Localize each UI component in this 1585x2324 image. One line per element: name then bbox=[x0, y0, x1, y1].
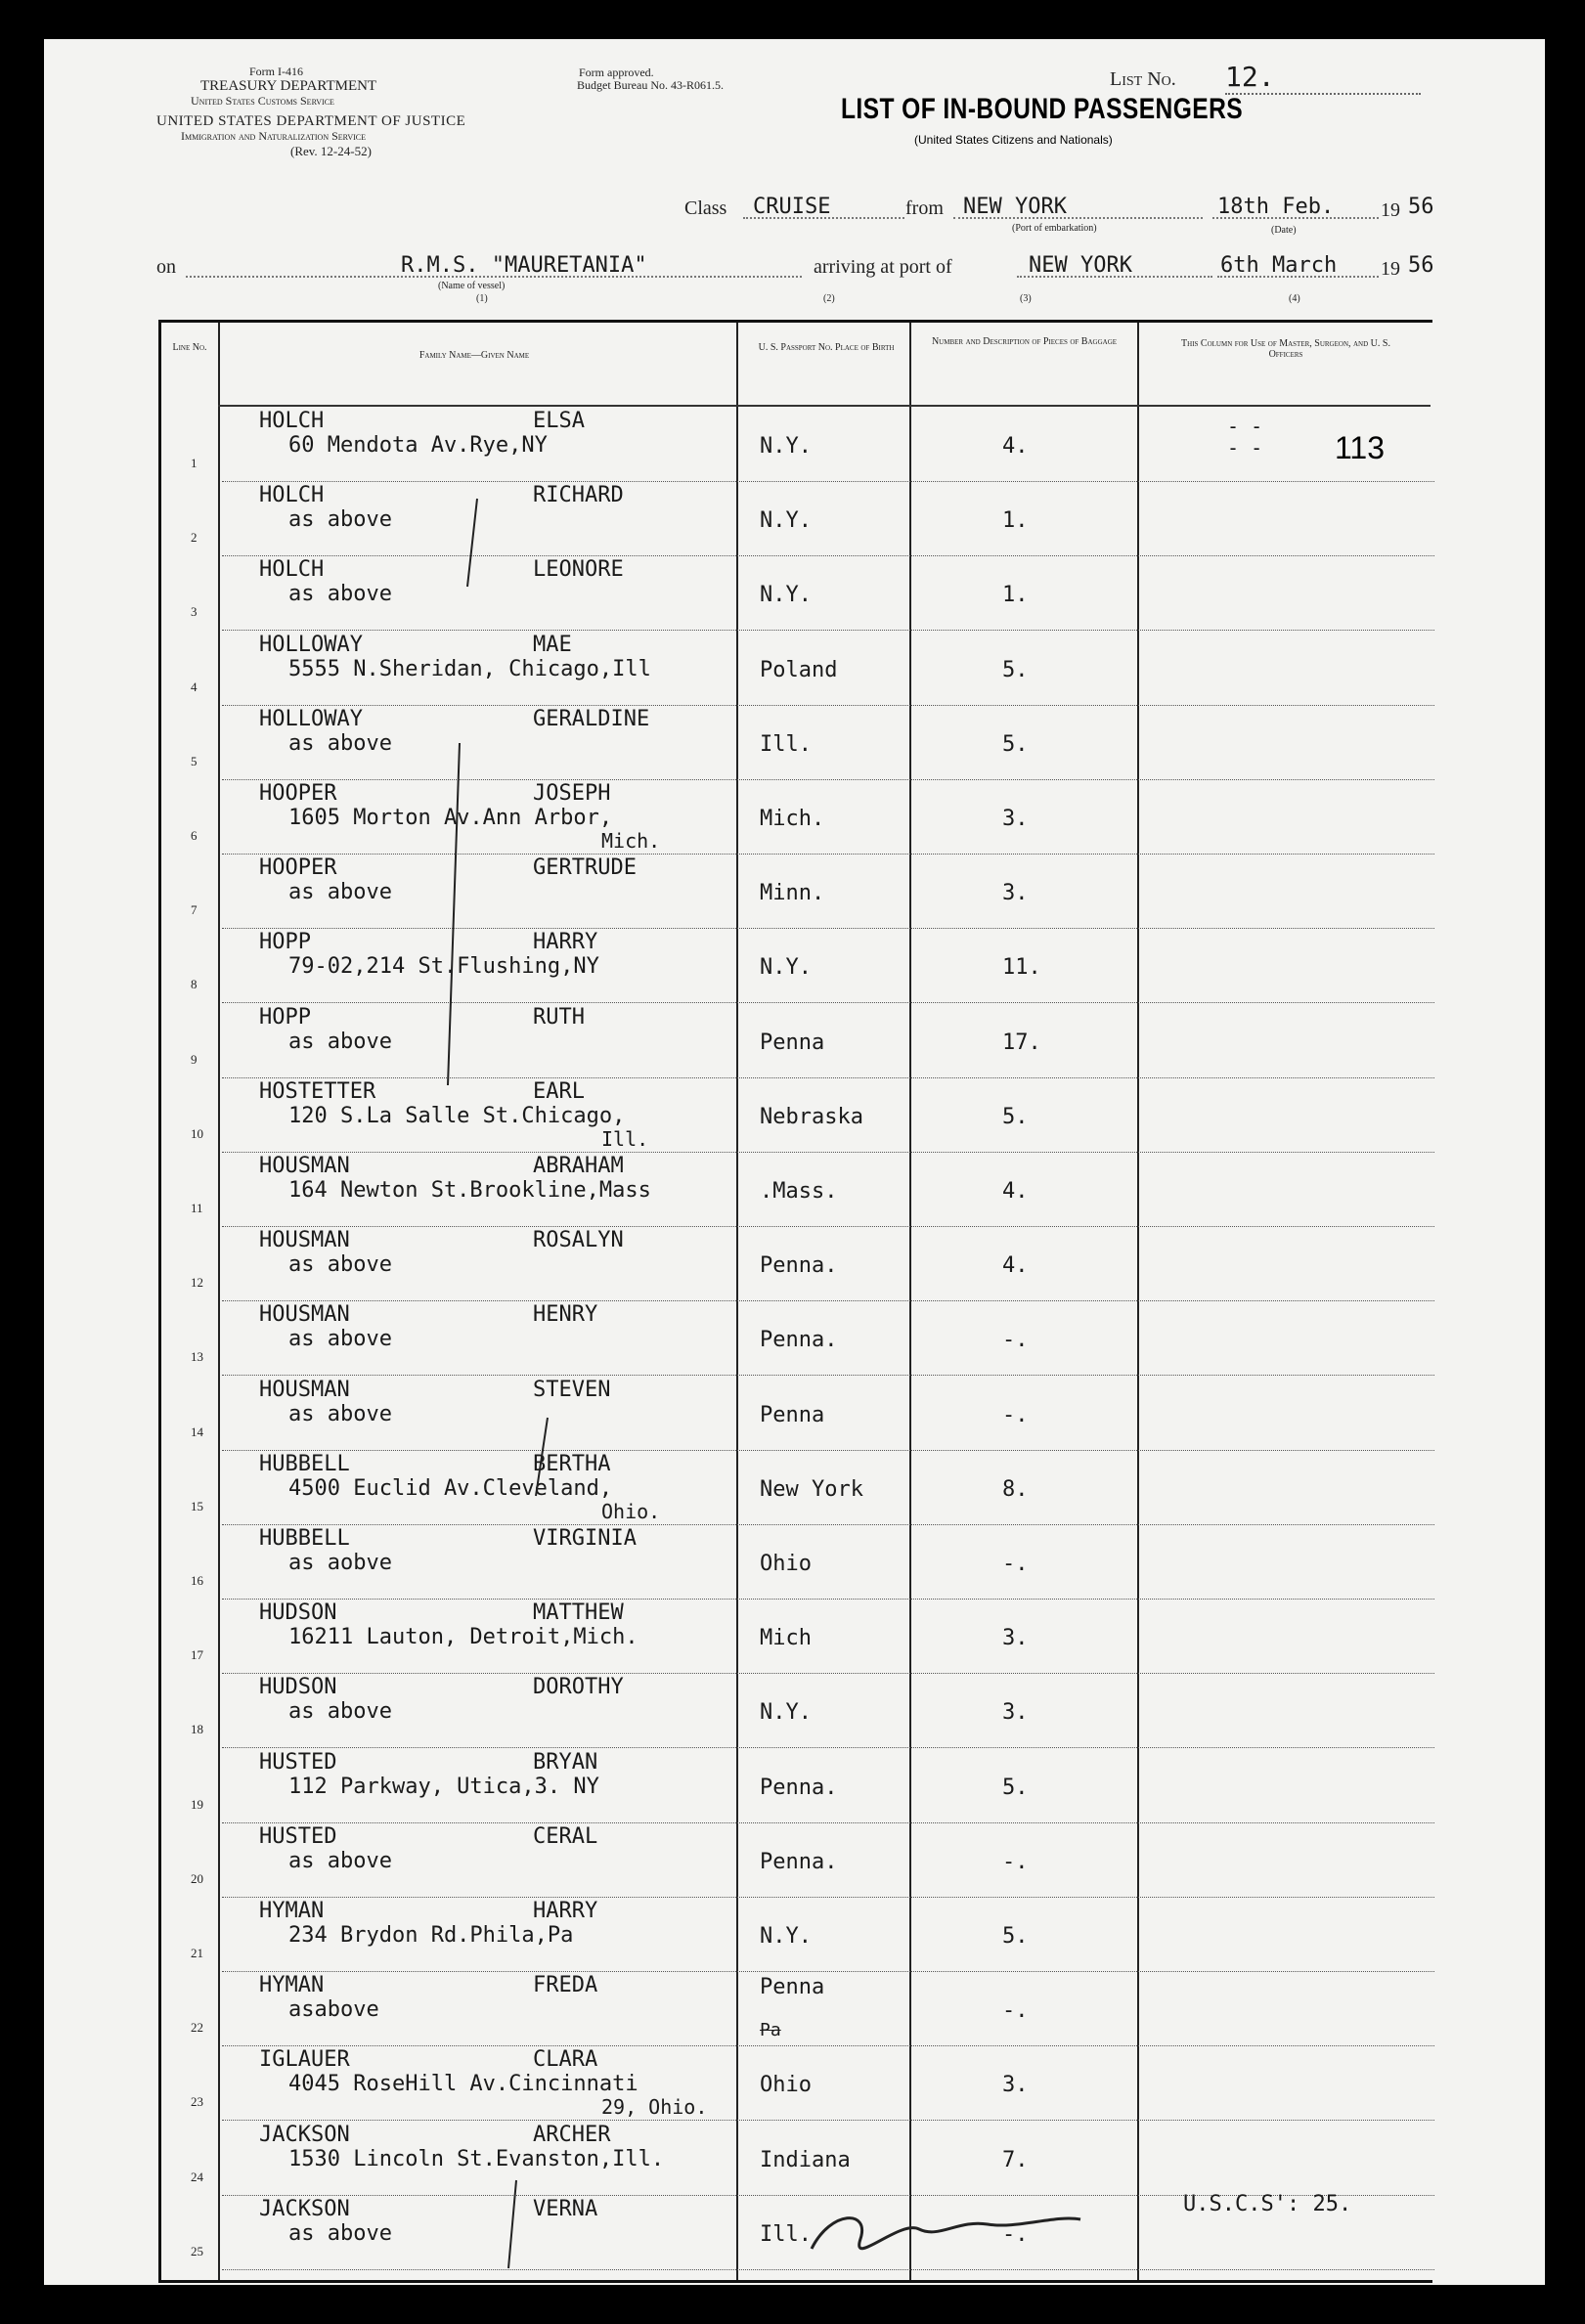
col-header-baggage: Number and Description of Pieces of Baggage bbox=[931, 336, 1118, 347]
col-header-line: Line No. bbox=[172, 342, 207, 353]
family-name: HOLCH bbox=[259, 557, 325, 583]
baggage-count: -. bbox=[1002, 1998, 1029, 2024]
line-number: 11 bbox=[191, 1201, 203, 1215]
given-name: ROSALYN bbox=[533, 1228, 624, 1253]
baggage-count: -. bbox=[1002, 1552, 1029, 1576]
place-of-birth: Mich. bbox=[760, 807, 825, 831]
address: as above bbox=[288, 730, 392, 756]
family-name: HOUSMAN bbox=[259, 1377, 350, 1402]
address: 234 Brydon Rd.Phila,Pa bbox=[288, 1923, 574, 1948]
address: as above bbox=[288, 582, 392, 607]
address: 120 S.La Salle St.Chicago, bbox=[288, 1103, 626, 1128]
place-of-birth: Ill. bbox=[760, 2221, 812, 2247]
place-of-birth: Penna. bbox=[760, 1775, 838, 1800]
place-of-birth: Penna. bbox=[760, 1328, 838, 1353]
place-of-birth: New York bbox=[760, 1476, 863, 1502]
baggage-count: 5. bbox=[1002, 1924, 1029, 1949]
family-name: HOLCH bbox=[259, 483, 325, 508]
family-name: IGLAUER bbox=[259, 2047, 350, 2073]
date1-value: 18th Feb. bbox=[1217, 195, 1335, 219]
date2-year: 56 bbox=[1408, 253, 1434, 278]
place-of-birth: Ill. bbox=[760, 731, 812, 757]
officer-check-marks: - - - - bbox=[1227, 415, 1263, 460]
embark-note: (Port of embarkation) bbox=[1012, 223, 1097, 234]
family-name: HOOPER bbox=[259, 855, 337, 881]
baggage-count: 17. bbox=[1002, 1030, 1041, 1055]
line-number: 22 bbox=[191, 2020, 203, 2036]
line-number: 7 bbox=[191, 902, 198, 918]
given-name: BERTHA bbox=[533, 1451, 611, 1476]
line-number: 9 bbox=[191, 1051, 198, 1067]
line-number: 4 bbox=[191, 679, 198, 694]
col4-number: (4) bbox=[1289, 293, 1300, 304]
given-name: HARRY bbox=[533, 930, 598, 955]
date-note: (Date) bbox=[1271, 225, 1297, 236]
address: 5555 N.Sheridan, Chicago,Ill bbox=[288, 656, 651, 681]
col1-number: (1) bbox=[476, 293, 488, 304]
treasury-dept: TREASURY DEPARTMENT bbox=[200, 78, 377, 94]
baggage-count: 3. bbox=[1002, 1700, 1029, 1726]
line-number: 8 bbox=[191, 977, 198, 992]
family-name: HOUSMAN bbox=[259, 1154, 350, 1178]
address: as above bbox=[288, 2220, 392, 2246]
date1-year-prefix: 19 bbox=[1381, 199, 1400, 221]
given-name: LEONORE bbox=[533, 557, 624, 583]
given-name: GERALDINE bbox=[533, 706, 650, 731]
address: 4500 Euclid Av.Cleveland, bbox=[288, 1475, 613, 1501]
line-number: 19 bbox=[191, 1796, 203, 1812]
ins-service: Immigration and Naturalization Service bbox=[181, 129, 367, 143]
given-name: MATTHEW bbox=[533, 1600, 624, 1626]
place-of-birth: Mich bbox=[760, 1626, 812, 1651]
justice-dept: UNITED STATES DEPARTMENT OF JUSTICE bbox=[156, 113, 466, 129]
baggage-count: 1. bbox=[1002, 583, 1029, 608]
family-name: HOPP bbox=[259, 1004, 311, 1030]
given-name: STEVEN bbox=[533, 1377, 611, 1402]
given-name: GERTRUDE bbox=[533, 855, 637, 881]
given-name: CLARA bbox=[533, 2047, 598, 2073]
baggage-count: -. bbox=[1002, 1328, 1029, 1353]
from-label: from bbox=[905, 197, 944, 219]
given-name: MAE bbox=[533, 632, 572, 657]
family-name: HUSTED bbox=[259, 1823, 337, 1849]
address: 1530 Lincoln St.Evanston,Ill. bbox=[288, 2146, 665, 2171]
given-name: VIRGINIA bbox=[533, 1526, 637, 1551]
given-name: ARCHER bbox=[533, 2122, 611, 2147]
place-of-birth: Penna bbox=[760, 1975, 825, 2000]
address: as above bbox=[288, 1327, 392, 1352]
address: as above bbox=[288, 1848, 392, 1873]
given-name: VERNA bbox=[533, 2196, 598, 2221]
list-number-value: 12. bbox=[1225, 61, 1421, 95]
place-of-birth: Minn. bbox=[760, 881, 825, 906]
place-of-birth: Ohio bbox=[760, 1552, 812, 1576]
given-name: HENRY bbox=[533, 1302, 598, 1328]
baggage-count: 4. bbox=[1002, 1253, 1029, 1279]
address: 16211 Lauton, Detroit,Mich. bbox=[288, 1625, 638, 1650]
date2-value: 6th March bbox=[1220, 253, 1338, 278]
family-name: JACKSON bbox=[259, 2122, 350, 2147]
baggage-count: 5. bbox=[1002, 657, 1029, 682]
col2-number: (2) bbox=[823, 293, 835, 304]
family-name: HYMAN bbox=[259, 1973, 325, 1998]
line-number: 15 bbox=[191, 1498, 203, 1513]
address: as above bbox=[288, 1252, 392, 1278]
family-name: HOSTETTER bbox=[259, 1078, 376, 1104]
given-name: FREDA bbox=[533, 1973, 598, 1998]
given-name: ABRAHAM bbox=[533, 1154, 624, 1178]
arriving-label: arriving at port of bbox=[814, 256, 952, 278]
address-continued: Ohio. bbox=[601, 1499, 661, 1523]
baggage-count: 3. bbox=[1002, 1626, 1029, 1651]
family-name: HUBBELL bbox=[259, 1451, 350, 1476]
line-number: 1 bbox=[191, 456, 198, 470]
family-name: HOLLOWAY bbox=[259, 632, 363, 657]
place-of-birth: Penna bbox=[760, 1402, 825, 1427]
uscs-count: U.S.C.S': 25. bbox=[1183, 2192, 1352, 2216]
address-continued: Ill. bbox=[601, 1126, 649, 1151]
place-of-birth-struck: Pa bbox=[760, 2020, 781, 2041]
given-name: DOROTHY bbox=[533, 1675, 624, 1700]
family-name: HUDSON bbox=[259, 1675, 337, 1700]
line-number: 13 bbox=[191, 1349, 203, 1365]
baggage-count: 3. bbox=[1002, 2073, 1029, 2098]
place-of-birth: Penna. bbox=[760, 1849, 838, 1874]
family-name: HOLLOWAY bbox=[259, 706, 363, 731]
family-name: HUBBELL bbox=[259, 1526, 350, 1551]
line-number: 5 bbox=[191, 753, 198, 768]
place-of-birth: N.Y. bbox=[760, 955, 812, 981]
baggage-count: -. bbox=[1002, 1402, 1029, 1427]
line-number: 18 bbox=[191, 1722, 203, 1737]
baggage-count: 3. bbox=[1002, 881, 1029, 906]
given-name: RUTH bbox=[533, 1004, 585, 1030]
baggage-count: 5. bbox=[1002, 1775, 1029, 1800]
given-name: ELSA bbox=[533, 409, 585, 433]
baggage-count: 8. bbox=[1002, 1476, 1029, 1502]
line-number: 20 bbox=[191, 1870, 203, 1886]
date2-year-prefix: 19 bbox=[1381, 258, 1400, 280]
baggage-count: 5. bbox=[1002, 1104, 1029, 1129]
list-number-label: List No. bbox=[1110, 68, 1176, 90]
class-label: Class bbox=[684, 197, 727, 219]
baggage-count: -. bbox=[1002, 1849, 1029, 1874]
line-number: 12 bbox=[191, 1275, 203, 1291]
family-name: HUDSON bbox=[259, 1600, 337, 1626]
baggage-count: 1. bbox=[1002, 508, 1029, 534]
given-name: HARRY bbox=[533, 1899, 598, 1923]
address: asabove bbox=[288, 1997, 379, 2023]
given-name: RICHARD bbox=[533, 483, 624, 508]
pen-stroke bbox=[448, 499, 548, 2268]
line-number: 6 bbox=[191, 828, 198, 843]
col-header-officers: This Column for Use of Master, Surgeon, and U. S. Officers bbox=[1181, 338, 1390, 360]
line-number: 23 bbox=[191, 2094, 203, 2110]
baggage-count: -. bbox=[1002, 2221, 1029, 2247]
place-of-birth: N.Y. bbox=[760, 1700, 812, 1726]
place-of-birth: Penna bbox=[760, 1030, 825, 1055]
given-name: JOSEPH bbox=[533, 781, 611, 806]
col-header-birthplace: U. S. Passport No. Place of Birth bbox=[758, 342, 895, 353]
line-number: 24 bbox=[191, 2169, 203, 2184]
given-name: BRYAN bbox=[533, 1749, 598, 1775]
signature bbox=[812, 2218, 1080, 2249]
address: 4045 RoseHill Av.Cincinnati bbox=[288, 2072, 638, 2097]
line-number: 16 bbox=[191, 1573, 203, 1588]
address: 164 Newton St.Brookline,Mass bbox=[288, 1178, 651, 1203]
family-name: HYMAN bbox=[259, 1899, 325, 1923]
given-name: EARL bbox=[533, 1078, 585, 1104]
on-label: on bbox=[156, 256, 176, 278]
place-of-birth: Nebraska bbox=[760, 1104, 863, 1129]
place-of-birth: N.Y. bbox=[760, 508, 812, 534]
vessel-note: (Name of vessel) bbox=[438, 281, 506, 291]
form-approved: Form approved. bbox=[579, 66, 654, 79]
address: 112 Parkway, Utica,3. NY bbox=[288, 1774, 599, 1799]
family-name: HOOPER bbox=[259, 781, 337, 806]
place-of-birth: Indiana bbox=[760, 2147, 851, 2172]
family-name: JACKSON bbox=[259, 2196, 350, 2221]
baggage-count: 7. bbox=[1002, 2147, 1029, 2172]
line-number: 3 bbox=[191, 604, 198, 620]
baggage-count: 3. bbox=[1002, 807, 1029, 831]
form-number: Form I-416 bbox=[249, 65, 303, 78]
place-of-birth: N.Y. bbox=[760, 1924, 812, 1949]
baggage-count: 4. bbox=[1002, 1179, 1029, 1204]
address: as above bbox=[288, 1699, 392, 1725]
line-number: 17 bbox=[191, 1647, 203, 1663]
place-of-birth: Penna. bbox=[760, 1253, 838, 1279]
baggage-count: 11. bbox=[1002, 955, 1041, 981]
family-name: HOPP bbox=[259, 930, 311, 955]
address: as above bbox=[288, 1401, 392, 1426]
place-of-birth: N.Y. bbox=[760, 434, 812, 459]
port-value: NEW YORK bbox=[1029, 253, 1132, 278]
line-number: 21 bbox=[191, 1946, 203, 1960]
address-continued: Mich. bbox=[601, 829, 661, 853]
family-name: HOUSMAN bbox=[259, 1228, 350, 1253]
address: 79-02,214 St.Flushing,NY bbox=[288, 954, 599, 980]
line-number: 10 bbox=[191, 1125, 203, 1141]
family-name: HOUSMAN bbox=[259, 1302, 350, 1328]
col-header-name: Family Name—Given Name bbox=[418, 350, 530, 361]
class-value: CRUISE bbox=[753, 195, 831, 219]
address: as above bbox=[288, 880, 392, 905]
budget-bureau: Budget Bureau No. 43-R061.5. bbox=[577, 78, 724, 92]
baggage-count: 4. bbox=[1002, 434, 1029, 459]
line-number: 25 bbox=[191, 2243, 203, 2258]
page-subtitle: (United States Citizens and Nationals) bbox=[914, 133, 1113, 147]
line-number: 14 bbox=[191, 1424, 203, 1439]
vessel-value: R.M.S. "MAURETANIA" bbox=[401, 253, 647, 278]
address: 60 Mendota Av.Rye,NY bbox=[288, 433, 548, 458]
date1-year: 56 bbox=[1408, 195, 1434, 219]
officer-column-value: 113 bbox=[1335, 430, 1386, 465]
given-name: CERAL bbox=[533, 1823, 598, 1849]
address: as above bbox=[288, 507, 392, 533]
customs-service: United States Customs Service bbox=[191, 94, 334, 108]
address-continued: 29, Ohio. bbox=[601, 2095, 708, 2120]
col3-number: (3) bbox=[1020, 293, 1032, 304]
baggage-count: 5. bbox=[1002, 731, 1029, 757]
place-of-birth: Ohio bbox=[760, 2073, 812, 2098]
address: as above bbox=[288, 1029, 392, 1054]
place-of-birth: Poland bbox=[760, 657, 838, 682]
place-of-birth: N.Y. bbox=[760, 583, 812, 608]
page-title: LIST OF IN-BOUND PASSENGERS bbox=[841, 93, 1244, 125]
revision: (Rev. 12-24-52) bbox=[290, 144, 372, 158]
address: 1605 Morton Av.Ann Arbor, bbox=[288, 806, 613, 830]
address: as aobve bbox=[288, 1551, 392, 1575]
place-of-birth: .Mass. bbox=[760, 1179, 838, 1204]
line-number: 2 bbox=[191, 530, 198, 546]
from-value: NEW YORK bbox=[963, 195, 1067, 219]
family-name: HOLCH bbox=[259, 409, 325, 433]
family-name: HUSTED bbox=[259, 1749, 337, 1775]
